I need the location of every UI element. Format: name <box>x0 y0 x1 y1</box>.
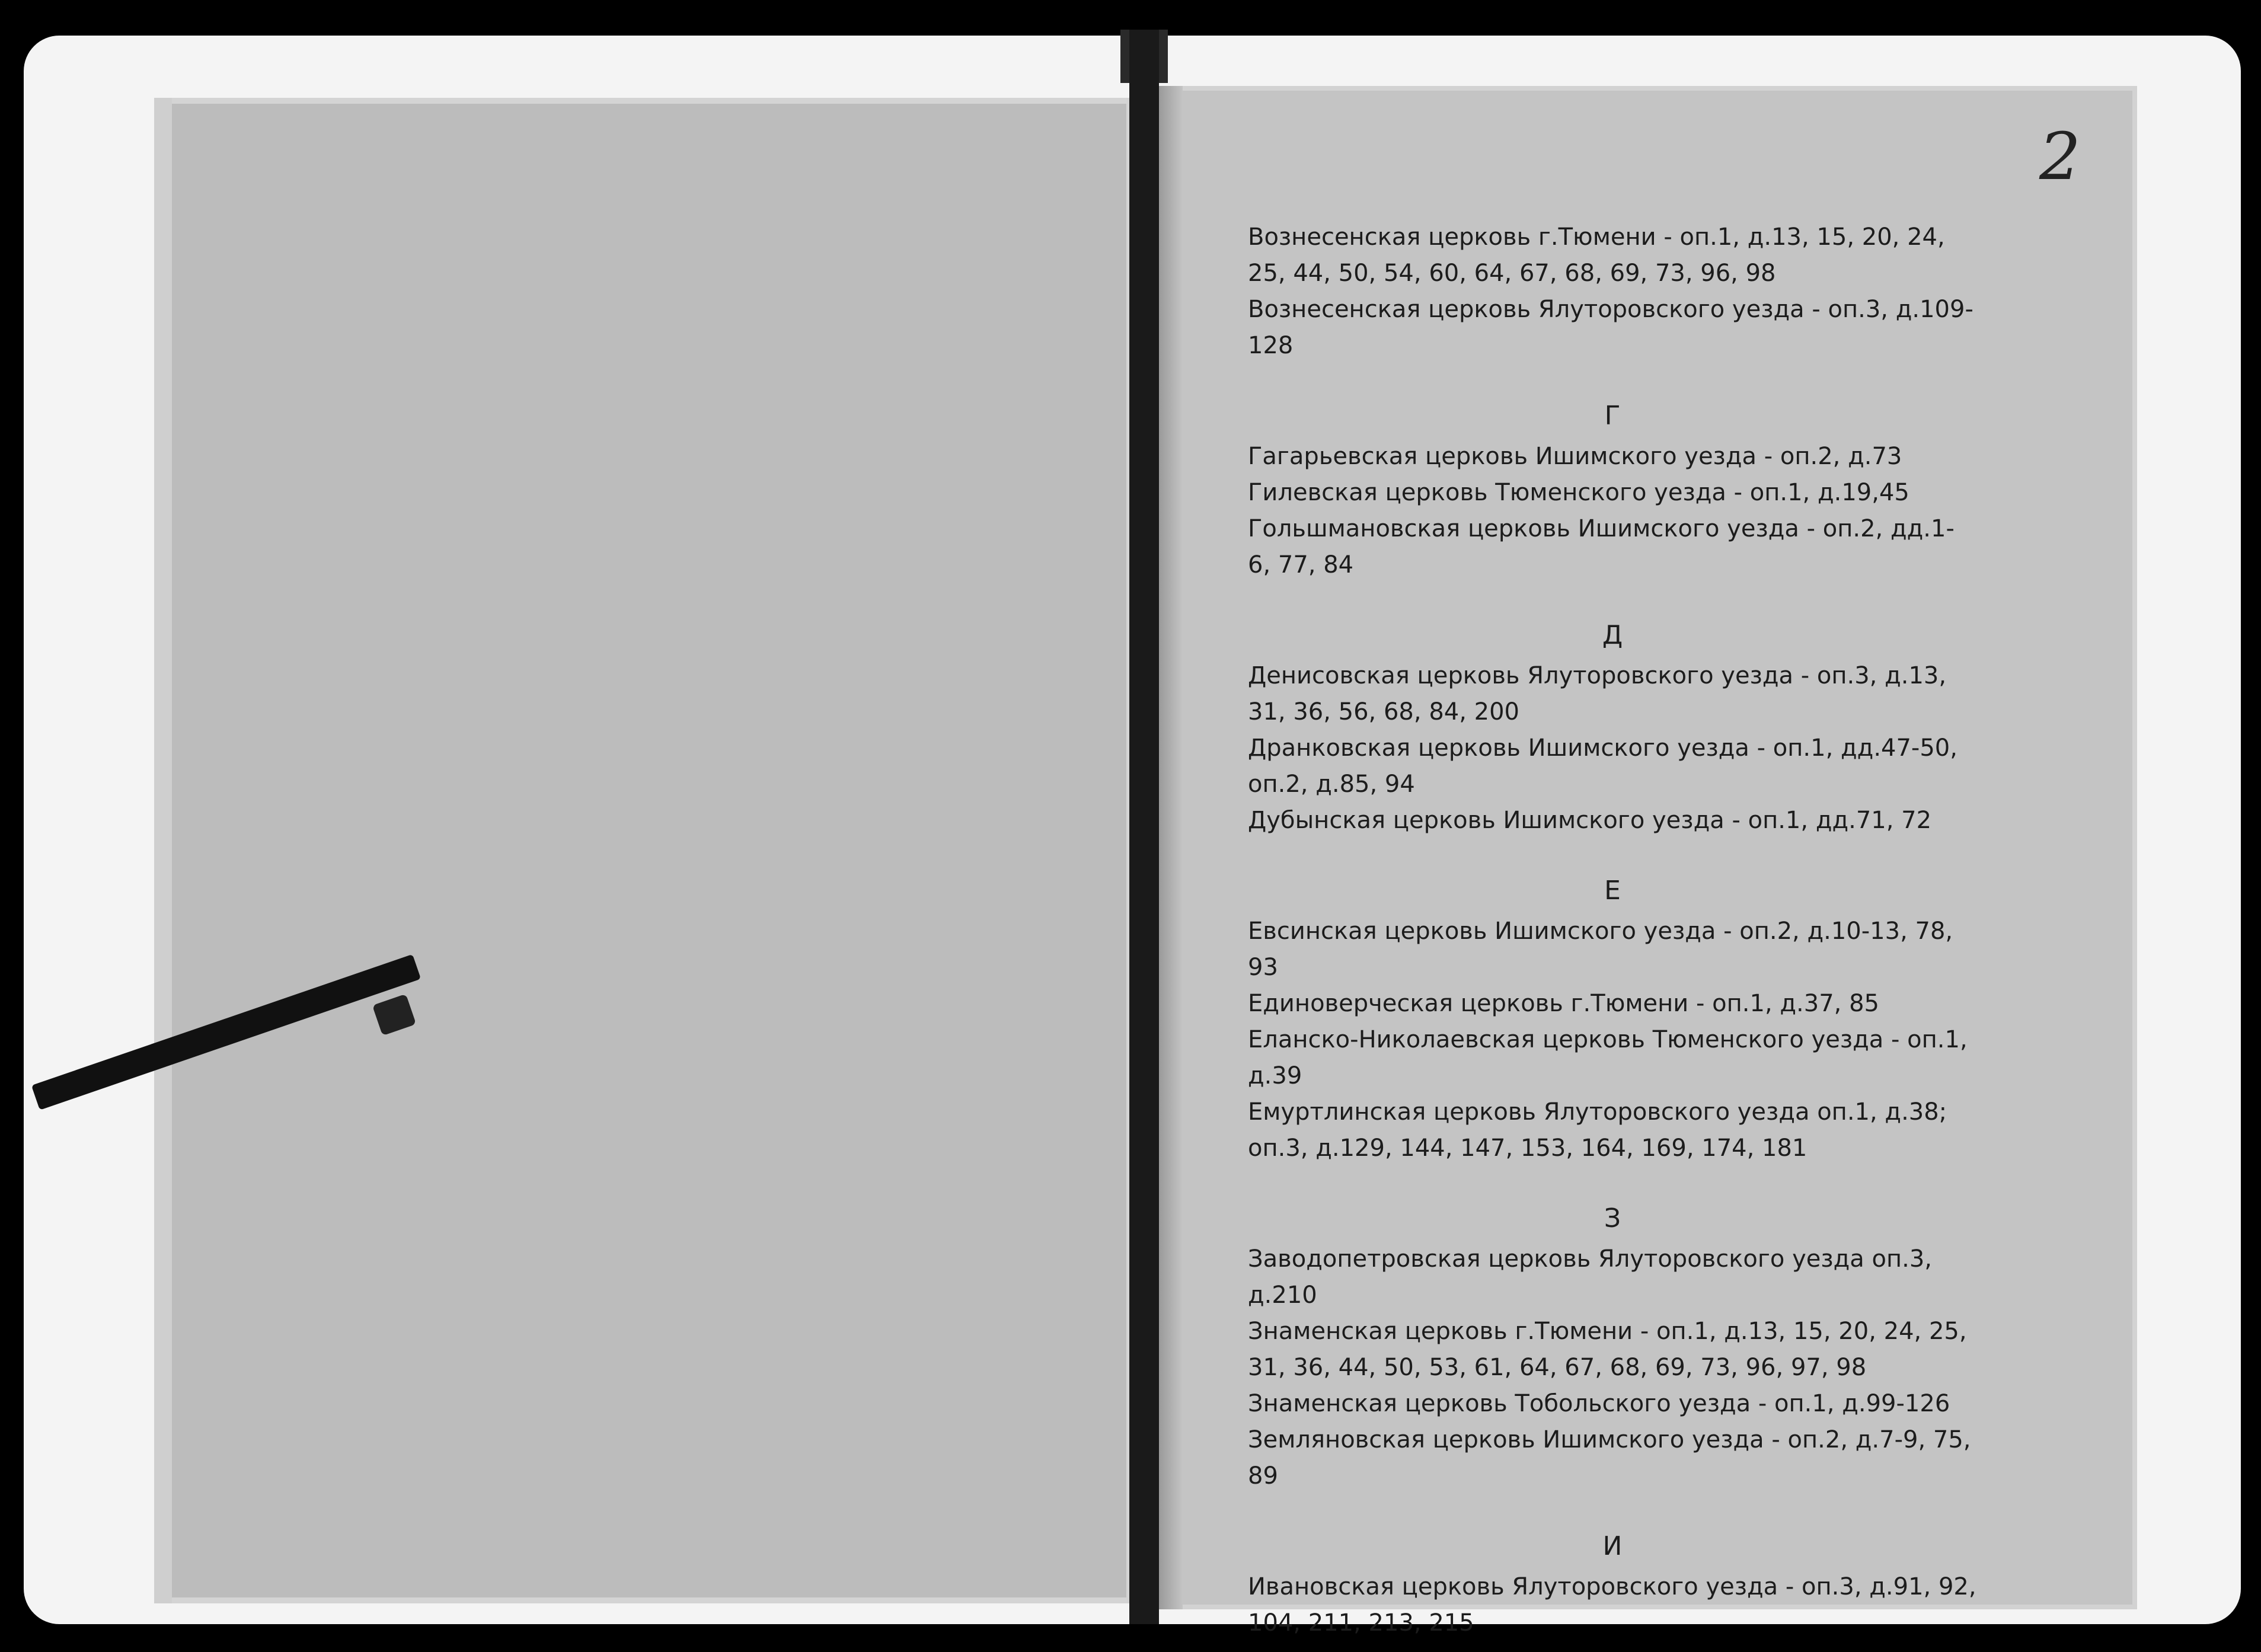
gutter-shadow <box>1159 86 1183 1609</box>
index-entry: Гольшмановская церковь Ишимского уезда - оп.2, дд.1-6, 77, 84 <box>1248 515 1955 579</box>
section-letter: Г <box>1604 401 1621 431</box>
index-entry: Дранковская церковь Ишимского уезда - оп.1, дд.47-50, оп.2, д.85, 94 <box>1248 734 1957 798</box>
section-letter: Е <box>1604 875 1621 906</box>
page-number: 2 <box>2039 119 2081 194</box>
section-0 <box>1248 219 1977 364</box>
index-entry: Гилевская церковь Тюменского уезда - оп.1, д.19,45 <box>1248 479 1909 506</box>
index-entry: Заводопетровская церковь Ялуторовского уезда оп.3, д.210 <box>1248 1245 1933 1309</box>
index-entry: Знаменская церковь г.Тюмени - оп.1, д.13, 15, 20, 24, 25, 31, 36, 44, 50, 53, 61, 64, 67, 68, 69, 73, 96, 97, 98 <box>1248 1318 1967 1381</box>
index-entry: Ивановская церковь Ялуторовского уезда - оп.3, д.91, 92, 104, 211, 213, 215 <box>1248 1573 1976 1637</box>
index-entry: Емуртлинская церковь Ялуторовского уезда оп.1, д.38; оп.3, д.129, 144, 147, 153, 164, 169, 174, 181 <box>1248 1098 1947 1162</box>
index-entry: Денисовская церковь Ялуторовского уезда - оп.3, д.13, 31, 36, 56, 68, 84, 200 <box>1248 662 1947 726</box>
left-page-edge <box>154 98 172 1603</box>
index-entry: Дубынская церковь Ишимского уезда - оп.1, дд.71, 72 <box>1248 807 1932 834</box>
right-page <box>1159 86 2137 1637</box>
church-index <box>1248 219 1977 1641</box>
index-entry: Еланско-Николаевская церковь Тюменского уезда - оп.1, д.39 <box>1248 1026 1968 1089</box>
book-spine <box>1129 30 1159 1624</box>
section-d <box>1248 616 1977 839</box>
left-page-blank <box>154 98 1132 1603</box>
section-letter: Д <box>1602 620 1623 650</box>
section-g <box>1248 397 1977 583</box>
index-entry: Вознесенская церковь г.Тюмени - оп.1, д.13, 15, 20, 24, 25, 44, 50, 54, 60, 64, 67, 68, 69, 73, 96, 98 <box>1248 223 1945 287</box>
section-i <box>1248 1528 1977 1641</box>
index-entry: Земляновская церковь Ишимского уезда - оп.2, д.7-9, 75, 89 <box>1248 1426 1971 1490</box>
index-entry: Знаменская церковь Тобольского уезда - оп.1, д.99-126 <box>1248 1390 1950 1417</box>
section-letter: И <box>1602 1531 1623 1561</box>
index-entry: Евсинская церковь Ишимского уезда - оп.2, д.10-13, 78, 93 <box>1248 918 1953 981</box>
index-entry: Единоверческая церковь г.Тюмени - оп.1, д.37, 85 <box>1248 990 1879 1017</box>
index-entry: Вознесенская церковь Ялуторовского уезда - оп.3, д.109-128 <box>1248 296 1973 359</box>
section-letter: З <box>1604 1203 1621 1234</box>
index-entry: Гагарьевская церковь Ишимского уезда - оп.2, д.73 <box>1248 443 1902 470</box>
section-z <box>1248 1200 1977 1494</box>
section-e <box>1248 872 1977 1167</box>
